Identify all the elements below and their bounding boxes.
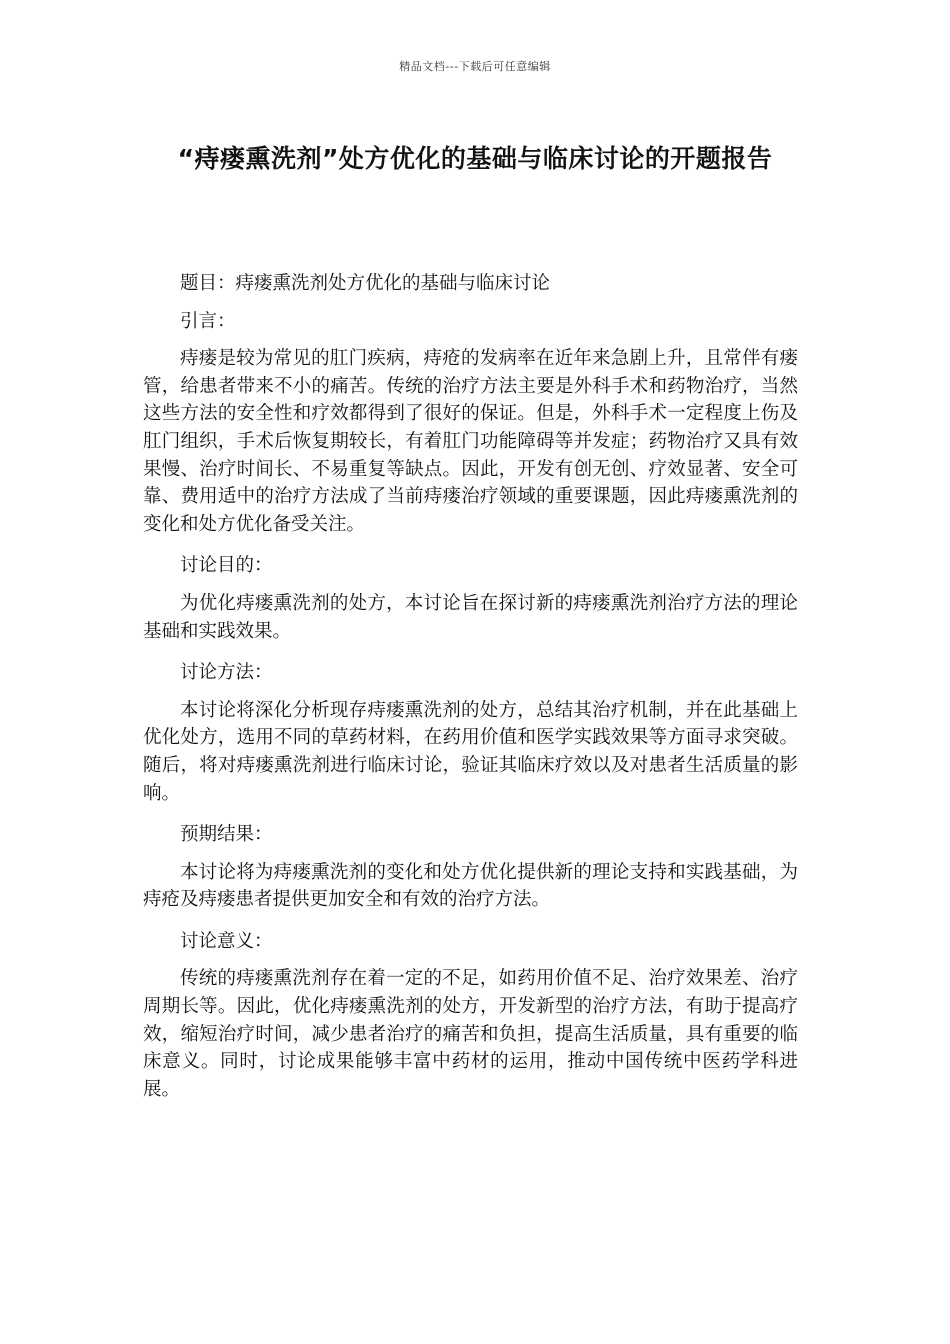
section-heading-purpose: 讨论目的： xyxy=(180,555,273,577)
paragraph-purpose: 为优化痔瘘熏洗剂的处方，本讨论旨在探讨新的痔瘘熏洗剂治疗方法的理论基础和实践效果。 xyxy=(143,592,798,642)
section-heading-methods: 讨论方法： xyxy=(180,662,273,684)
header-note: 精品文档---下载后可任意编辑 xyxy=(399,60,551,73)
section-heading-significance: 讨论意义： xyxy=(180,930,273,952)
paragraph-methods: 本讨论将深化分析现存痔瘘熏洗剂的处方，总结其治疗机制，并在此基础上优化处方，选用不同的草药材料，在药用价值和医学实践效果等方面寻求突破。随后，将对痔瘘熏洗剂进行临床讨论，验证其临床疗效以及对患者生活质量的影响。 xyxy=(143,699,798,804)
paragraph-expected-results: 本讨论将为痔瘘熏洗剂的变化和处方优化提供新的理论支持和实践基础，为痔疮及痔瘘患者提供更加安全和有效的治疗方法。 xyxy=(143,861,798,911)
paragraph-significance: 传统的痔瘘熏洗剂存在着一定的不足，如药用价值不足、治疗效果差、治疗周期长等。因此，优化痔瘘熏洗剂的处方，开发新型的治疗方法，有助于提高疗效，缩短治疗时间，减少患者治疗的痛苦和负担，提高生活质量，具有重要的临床意义。同时，讨论成果能够丰富中药材的运用，推动中国传统中医药学科进展。 xyxy=(143,968,798,1100)
section-heading-expected-results: 预期结果： xyxy=(180,824,273,846)
paragraph-introduction: 痔瘘是较为常见的肛门疾病，痔疮的发病率在近年来急剧上升，且常伴有瘘管，给患者带来不小的痛苦。传统的治疗方法主要是外科手术和药物治疗，当然这些方法的安全性和疗效都得到了很好的保证。但是，外科手术一定程度上伤及肛门组织，手术后恢复期较长，有着肛门功能障碍等并发症；药物治疗又具有效果慢、治疗时间长、不易重复等缺点。因此，开发有创无创、疗效显著、安全可靠、费用适中的治疗方法成了当前痔瘘治疗领域的重要课题，因此痔瘘熏洗剂的变化和处方优化备受关注。 xyxy=(143,348,798,535)
page-title: “痔瘘熏洗剂”处方优化的基础与临床讨论的开题报告 xyxy=(177,144,773,173)
topic-line: 题目：痔瘘熏洗剂处方优化的基础与临床讨论 xyxy=(180,273,551,294)
document-body xyxy=(143,270,798,1117)
section-heading-introduction: 引言： xyxy=(180,310,236,332)
